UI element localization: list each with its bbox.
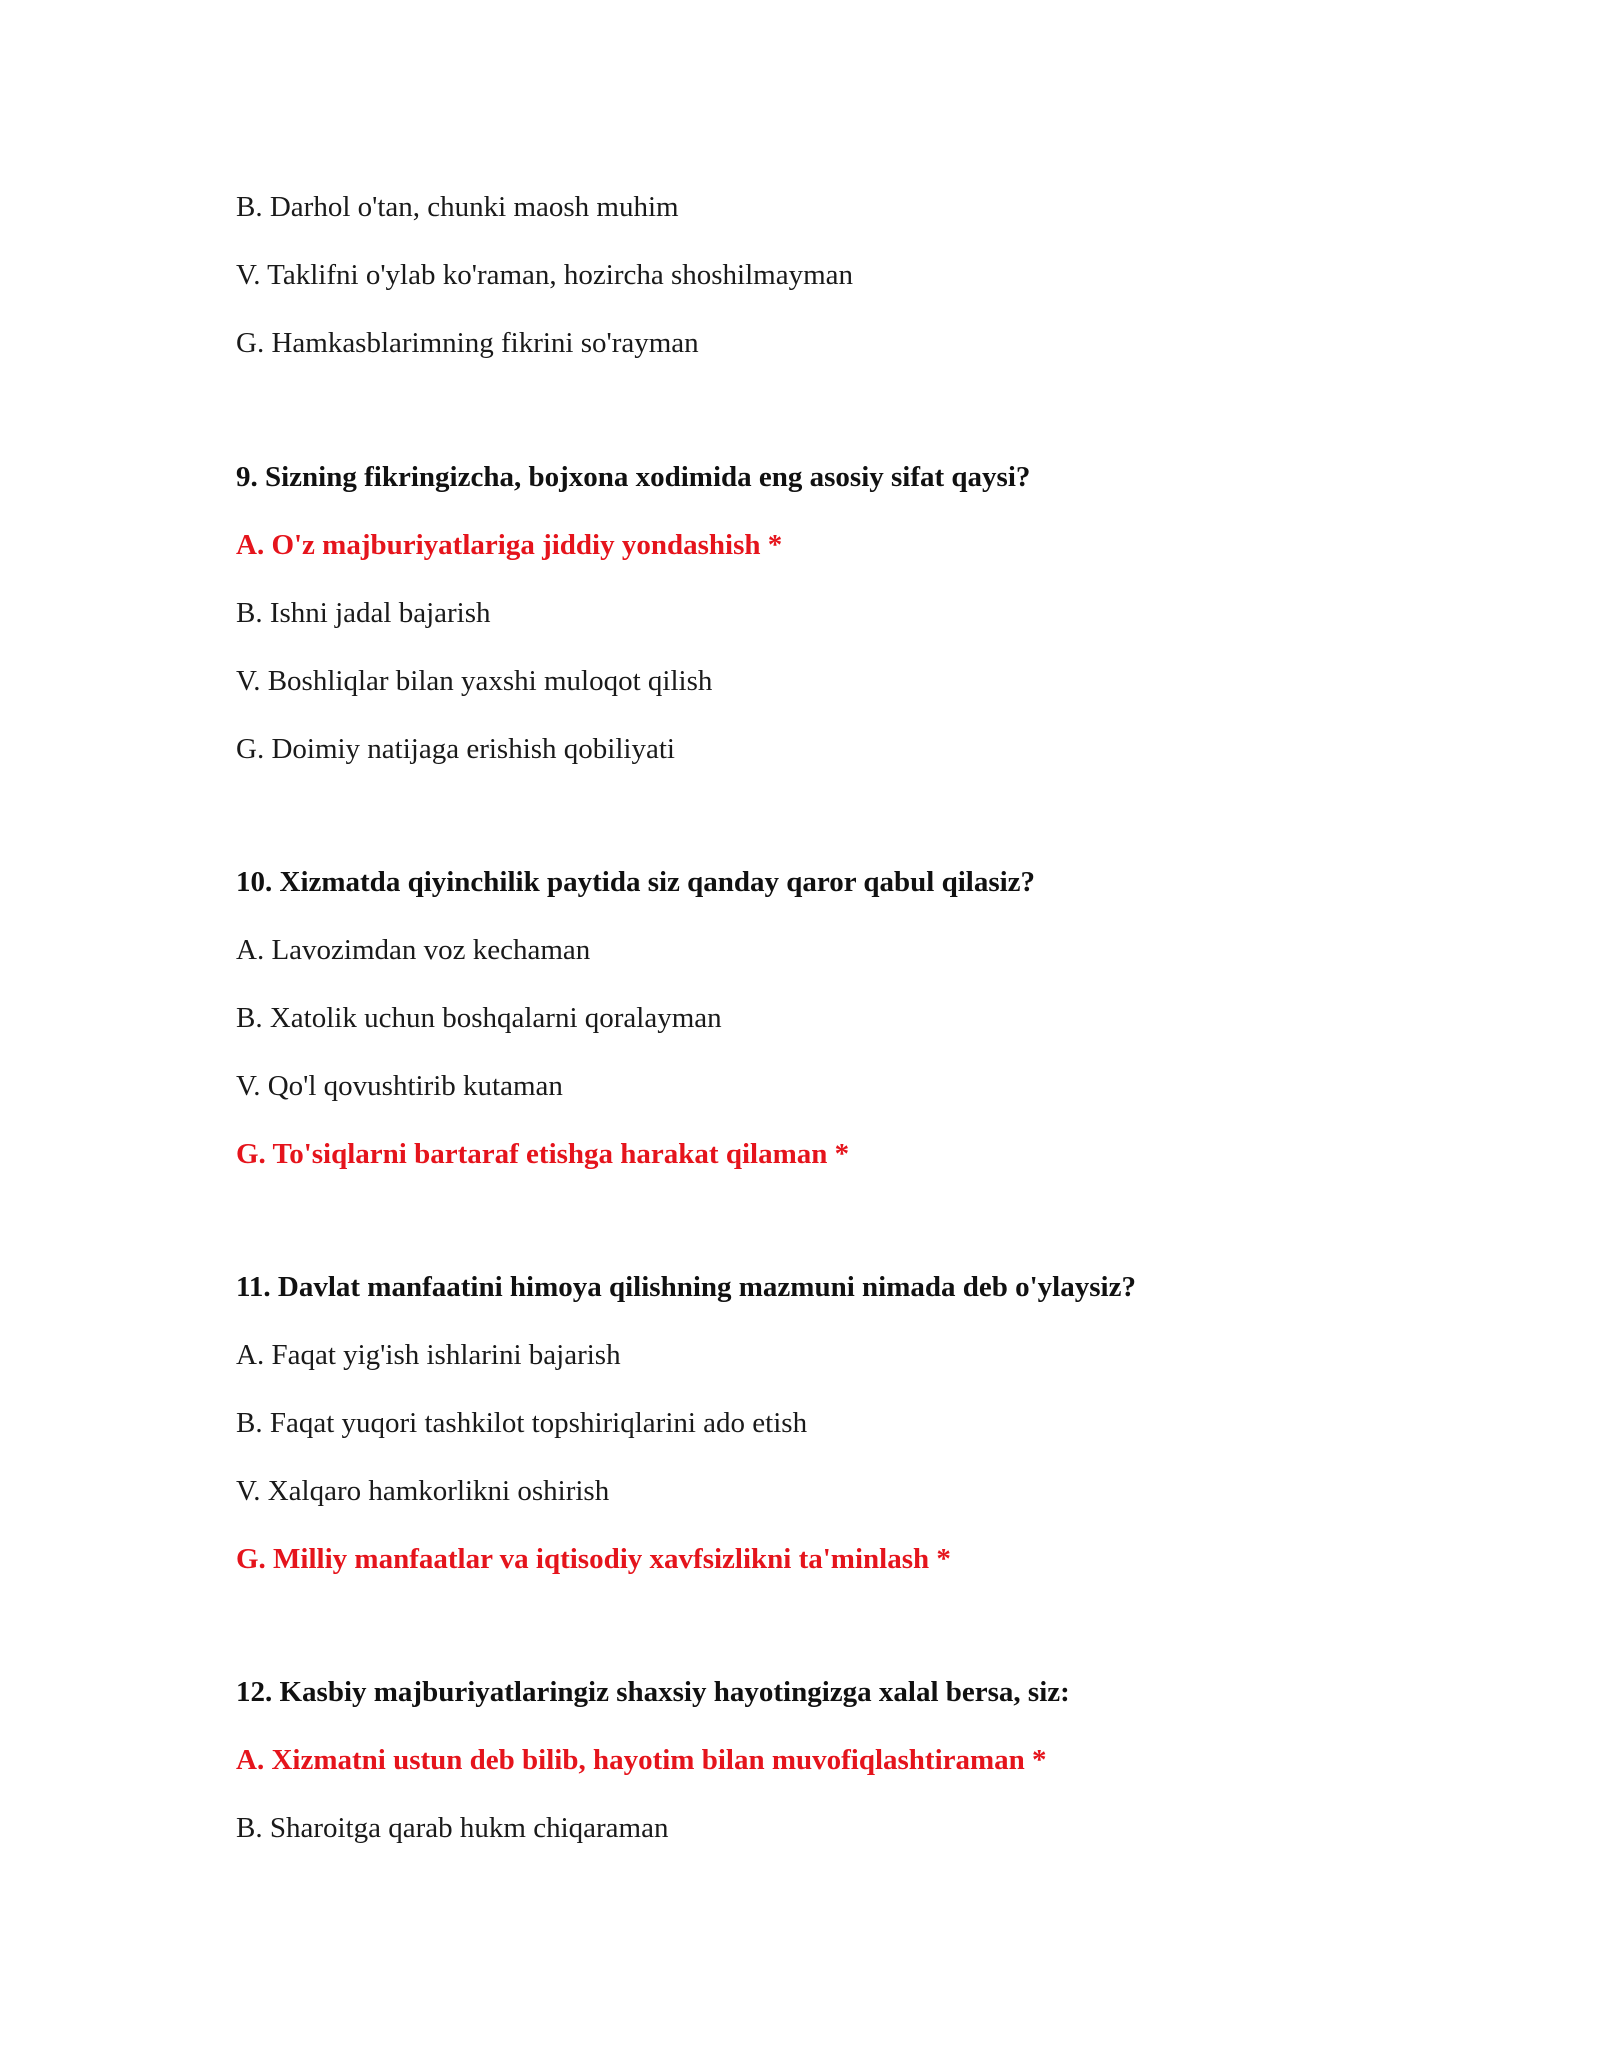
question-12: [236, 1673, 1436, 1877]
continuation-options: [236, 188, 1436, 392]
answer-option: V. Boshliqlar bilan yaxshi muloqot qilish: [236, 665, 713, 697]
answer-option: G. Doimiy natijaga erishish qobiliyati: [236, 733, 675, 765]
question-10: [236, 863, 1436, 1203]
answer-option-correct: A. Xizmatni ustun deb bilib, hayotim bilan muvofiqlashtiraman *: [236, 1744, 1047, 1776]
answer-option: G. Hamkasblarimning fikrini so'rayman: [236, 327, 699, 359]
question-9: [236, 458, 1436, 798]
question-11: [236, 1268, 1436, 1608]
answer-option: V. Taklifni o'ylab ko'raman, hozircha shoshilmayman: [236, 259, 854, 291]
answer-option: B. Sharoitga qarab hukm chiqaraman: [236, 1812, 669, 1844]
answer-option: B. Xatolik uchun boshqalarni qoralayman: [236, 1002, 722, 1034]
answer-option-correct: G. To'siqlarni bartaraf etishga harakat qilaman *: [236, 1138, 850, 1170]
answer-option: B. Darhol o'tan, chunki maosh muhim: [236, 191, 679, 223]
answer-option: B. Faqat yuqori tashkilot topshiriqlarini ado etish: [236, 1407, 808, 1439]
question-title: 10. Xizmatda qiyinchilik paytida siz qanday qaror qabul qilasiz?: [236, 866, 1036, 898]
answer-option: B. Ishni jadal bajarish: [236, 597, 491, 629]
answer-option: A. Faqat yig'ish ishlarini bajarish: [236, 1339, 621, 1371]
answer-option-correct: G. Milliy manfaatlar va iqtisodiy xavfsizlikni ta'minlash *: [236, 1543, 951, 1575]
answer-option: V. Qo'l qovushtirib kutaman: [236, 1070, 563, 1102]
question-title: 9. Sizning fikringizcha, bojxona xodimida eng asosiy sifat qaysi?: [236, 461, 1031, 493]
question-title: 12. Kasbiy majburiyatlaringiz shaxsiy hayotingizga xalal bersa, siz:: [236, 1676, 1070, 1708]
question-title: 11. Davlat manfaatini himoya qilishning mazmuni nimada deb o'ylaysiz?: [236, 1271, 1136, 1303]
answer-option: A. Lavozimdan voz kechaman: [236, 934, 591, 966]
answer-option: V. Xalqaro hamkorlikni oshirish: [236, 1475, 610, 1507]
answer-option-correct: A. O'z majburiyatlariga jiddiy yondashish *: [236, 529, 783, 561]
